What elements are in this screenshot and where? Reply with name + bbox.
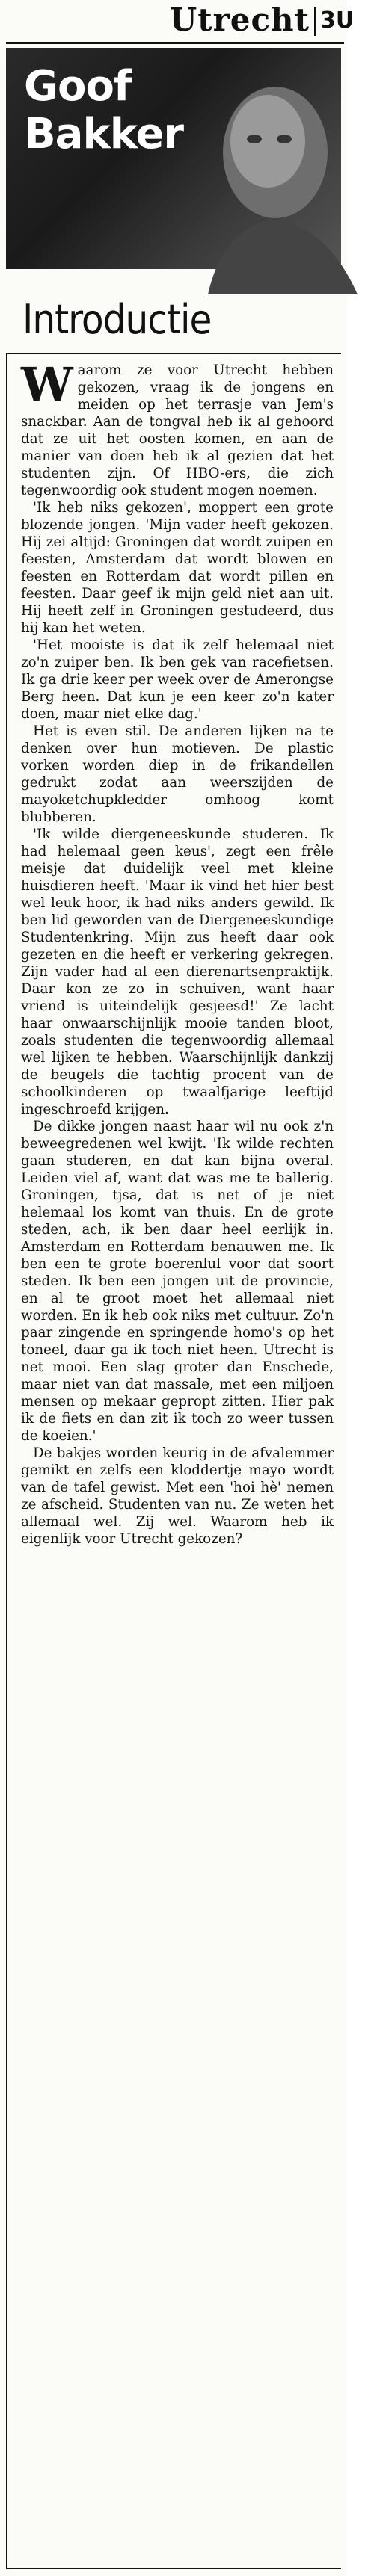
author-last-name: Bakker [24, 110, 184, 158]
article-paragraph: De bakjes worden keurig in de afvalemmer gemikt en zelfs een kloddertje mayo wordt van de tafel gewist. Met een 'hoi hè' nemen ze afscheid. Studenten van nu. Ze weten het allemaal wel. Zij wel. Waarom heb ik eigenlijk voor Utrecht gekozen? [21, 1445, 334, 1547]
article-body [21, 357, 334, 1548]
masthead-divider [314, 7, 316, 36]
page-number: 3U [320, 7, 355, 34]
article-paragraph: De dikke jongen naast haar wil nu ook z'n beweegredenen wel kwijt. 'Ik wilde rechten gaan studeren, en dat kan bijna overal. Leiden viel af, want dat was me te ballerig. Groningen, tjsa, dat is net of je niet helemaal los komt van thuis. En de grote steden, ach, ik ben daar heel eerlijk in. Amsterdam en Rotterdam benauwen me. Ik ben een te grote boerenlul voor dat soort steden. Ik ben een jongen uit de provincie, en al te groot moet het allemaal niet worden. En ik heb ook niks met cultuur. Zo'n paar zingende en springende homo's op het toneel, daar ga ik toch niet heen. Utrecht is net mooi. Een slag groter dan Enschede, maar niet van dat massale, met een miljoen mensen op mekaar gepropt zitten. Hier pak ik de fiets en dan zit ik toch zo weer tussen de koeien.' [21, 1119, 334, 1444]
title-rule [6, 353, 341, 354]
article-paragraph: Het is even stil. De anderen lijken na te denken over hun motieven. De plastic vorken worden diep in de frikandellen gedrukt zodat aan weerszijden de mayoketchupkledder omhoog komt blubberen. [21, 723, 334, 825]
article-paragraph: 'Ik heb niks gekozen', moppert een grote blozende jongen. 'Mijn vader heeft gekozen. Hij zei altijd: Groningen dat wordt zuipen en feesten, Amsterdam dat wordt blowen en feesten en Rotterdam dat wordt pillen en feesten. Daar geef ik mijn geld niet aan uit. Hij heeft zelf in Groningen gestudeerd, dus hij kan het weten. [21, 500, 334, 636]
masthead [0, 0, 355, 45]
article-title: Introductie [22, 296, 212, 343]
masthead-rule [6, 42, 344, 44]
column-rule [6, 353, 7, 2569]
columnist-photo [6, 48, 341, 269]
article-paragraph [21, 357, 334, 499]
drop-cap: W [21, 357, 73, 412]
first-paragraph-text: aarom ze voor Utrecht hebben gekozen, vraag ik de jongens en meiden op het terrasje van Jem's snackbar. Aan de tongval heb ik al gehoord dat ze uit het oosten komen, en aan de manier van doen heb ik al gezien dat het studenten zijn. Of HBO-ers, die zich tegenwoordig ook student mogen noemen. [21, 362, 334, 498]
article-paragraph: 'Ik wilde diergeneeskunde studeren. Ik had helemaal geen keus', zegt een frêle meisje dat duidelijk veel met kleine huisdieren heeft. 'Maar ik vind het hier best wel leuk hoor, ik had niks anders gewild. Ik ben lid geworden van de Diergeneeskundige Studentenkring. Mijn zus heeft daar ook gezeten en die heeft er verkering gekregen. Zijn vader had al een dierenartsenpraktijk. Daar kon ze zo in schuiven, want haar vriend is uiteindelijk gesjeesd!' Ze lacht haar onwaarschijnlijk mooie tanden bloot, zoals studenten die tegenwoordig allemaal wel lijken te hebben. Waarschijnlijk dankzij de beugels die tachtig procent van de schoolkinderen op twaalfjarige leeftijd ingeschroefd krijgen. [21, 827, 334, 1117]
author-name [24, 63, 183, 158]
section-name: Utrecht [169, 1, 310, 38]
author-first-name: Goof [24, 62, 132, 111]
article-paragraph: 'Het mooiste is dat ik zelf helemaal niet zo'n zuiper ben. Ik ben gek van racefietsen. Ik ga drie keer per week over de Amerongse Berg heen. Dat kun je een keer zo'n kater doen, maar niet elke dag.' [21, 637, 334, 722]
bottom-rule [6, 2568, 341, 2569]
portrait-silhouette [193, 70, 365, 294]
